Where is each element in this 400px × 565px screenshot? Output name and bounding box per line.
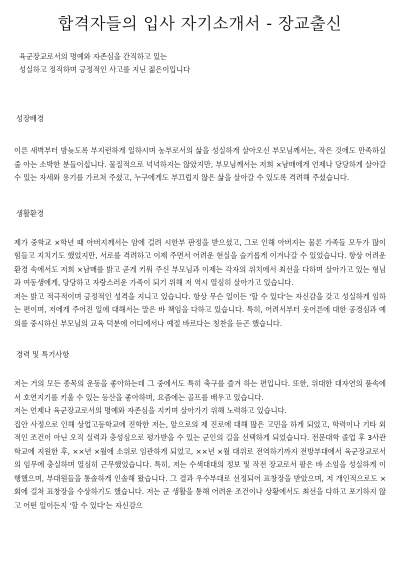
paragraph: 저는 거의 모든 종목의 운동을 좋아하는데 그 중에서도 특히 축구를 즐겨 하는 편입니다. 또한, 위대한 대자연의 품속에서 호연지기를 키울 수 있는 등산을 좋아하며, 요즘에는 골프를 배우고 있습니다. — [14, 379, 386, 402]
section-body-career — [14, 377, 386, 512]
intro-line: 육군장교로서의 명예와 자존심을 간직하고 있는 — [19, 52, 168, 61]
section-heading-environment: 생활환경 — [16, 208, 44, 218]
section-body-environment — [14, 236, 386, 331]
paragraph: 제가 중학교 ×학년 때 아버지께서는 암에 걸려 시한부 판정을 받으셨고, 그로 인해 아버지는 물론 가족들 모두가 많이 힘들고 지치기도 했었지만, 서로를 격려하고 이제 주면서 어려운 현실을 슬기롭게 이겨나갈 수 있었습니다. 항상 어려운 환경 속에서도 저희 ×남매를 밝고 곧게 키워 주신 부모님과 이제는 각자의 위치에서 최선을 다하며 살아가고 있는 형님과 여동생에게, 당당하고 자랑스러운 가족이 되기 위해 저 역시 열심히 살아가고 있습니다. — [14, 237, 386, 287]
paragraph: 저는 언제나 육군장교로서의 명예와 자존심을 지키며 살아가기 위해 노력하고 있습니다. — [14, 406, 287, 415]
intro-line: 성실하고 정직하며 긍정적인 사고를 지닌 젊은이입니다 — [19, 65, 191, 74]
section-heading-growth: 성장배경 — [16, 114, 44, 123]
section-body-growth — [14, 144, 386, 185]
paragraph: 이른 새벽부터 밤늦도록 부지런하게 일하시며 농부로서의 삶을 성실하게 살아오신 부모님께서는, 작은 것에도 만족하실 줄 아는 소박한 분들이십니다. 물질적으로 넉넉하지는 않았지만, 부모님께서는 저희 ×남매에게 언제나 당당하게 살아갈 수 있는 자세와 용기를 가르쳐 주셨고, 누구에게도 부끄럽지 않은 삶을 살아갈 수 있도록 격려해 주셨습니다. — [14, 146, 386, 182]
paragraph: 저는 밝고 적극적이며 긍정적인 성격을 지니고 있습니다. 항상 무슨 일이든 '할 수 있다'는 자신감을 갖고 성실하게 임하는 편이며, 저에게 주어진 일에 대해서는 말은 바 책임을 다하고 있습니다. 특히, 어려서부터 웃어른에 대한 공경심과 예의를 중시하신 부모님의 교육 덕분에 어디에서나 예절 바르다는 칭찬을 듣곤 했습니다. — [14, 291, 386, 328]
paragraph: 집안 사정으로 인해 상업고등학교에 진학한 저는, 앞으로의 제 진로에 대해 많은 고민을 하게 되었고, 학력이나 기타 외적인 조건이 아닌 오직 실력과 충성심으로 평가받을 수 있는 군인의 길을 선택하게 되었습니다. 전문대학 졸업 후 3사관학교에 지원한 후, ××년 ×월에 소위로 임관하게 되었고, ××년 ×월 대위로 전역하기까지 전방부대에서 육군장교로서의 임무에 충실하며 열심히 근무했었습니다. 특히, 저는 수색대대의 정보 및 작전 장교로서 팔은 바 소임을 성실하게 이행했으며, 부대원들을 통솔하게 인솔해 왔습니다. 그 결과 우수부대로 선정되어 표창장을 받았으며, 저 개인적으로도 ×회에 걸쳐 표창장을 수상하기도 했습니다. 저는 군 생활을 통해 어려운 조건이나 상황에서도 최선을 다하고 포기하지 않고 어떤 일이든지 '할 수 있다'는 자신감으 — [14, 419, 386, 510]
section-heading-career: 경력 및 특기사항 — [16, 350, 70, 359]
intro-block — [14, 50, 386, 76]
document-title: 합격자들의 입사 자기소개서 - 장교출신 — [58, 14, 342, 33]
